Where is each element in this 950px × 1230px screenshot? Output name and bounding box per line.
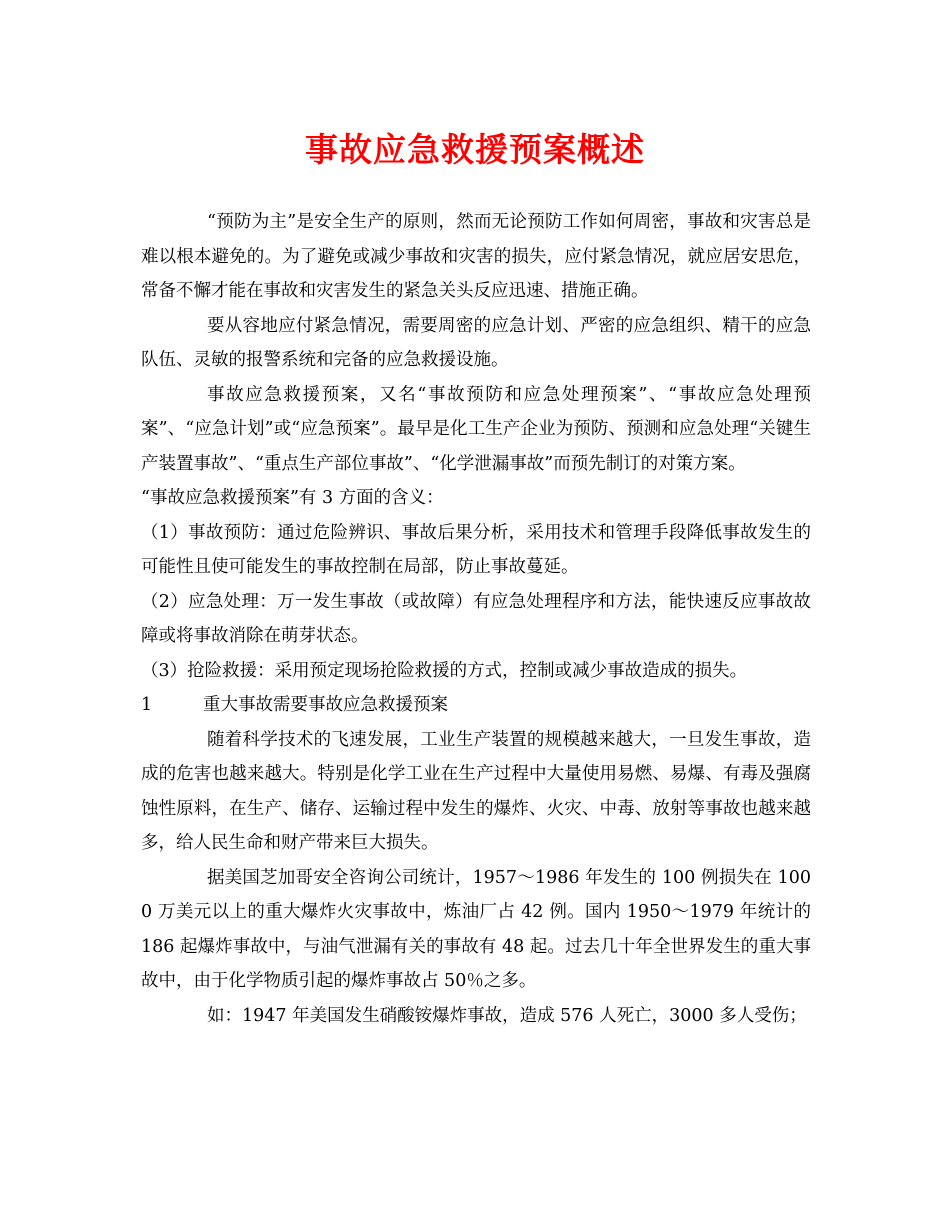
section-heading: [141, 688, 811, 723]
section-heading-text: 重大事故需要事故应急救援预案: [203, 695, 448, 715]
paragraph-prevention-principle: “预防为主”是安全生产的原则，然而无论预防工作如何周密，事故和灾害总是难以根本避免的。为了避免或减少事故和灾害的损失，应付紧急情况，就应居安思危，常备不懈才能在事故和灾害发生的紧急关头反应迅速、措施正确。: [141, 212, 811, 301]
paragraph-statistics: 据美国芝加哥安全咨询公司统计，1957～1986 年发生的 100 例损失在 1000 万美元以上的重大爆炸火灾事故中，炼油厂占 42 例。国内 1950～1979 年统计的 186 起爆炸事故中，与油气泄漏有关的事故有 48 起。过去几十年全世界发生的重大事故中，由于化学物质引起的爆炸事故占 50％之多。: [141, 867, 811, 991]
paragraph-tech-development: 随着科学技术的飞速发展，工业生产装置的规模越来越大，一旦发生事故，造成的危害也越来越大。特别是化学工业在生产过程中大量使用易燃、易爆、有毒及强腐蚀性原料，在生产、储存、运输过程中发生的爆炸、火灾、中毒、放射等事故也越来越多，给人民生命和财产带来巨大损失。: [141, 729, 811, 853]
section-number: 1: [141, 695, 153, 715]
list-item-rescue: （3）抢险救援：采用预定现场抢险救援的方式，控制或减少事故造成的损失。: [141, 660, 748, 681]
paragraph-plan-definition: 事故应急救援预案，又名“事故预防和应急处理预案”、“事故应急处理预案”、“应急计划”或“应急预案”。最早是化工生产企业为预防、预测和应急处理“关键生产装置事故”、“重点生产部位事故”、“化学泄漏事故”而预先制订的对策方案。: [141, 384, 811, 474]
list-item-handling: （2）应急处理：万一发生事故（或故障）有应急处理程序和方法，能快速反应事故故障或将事故消除在萌芽状态。: [141, 591, 811, 646]
document-title: 事故应急救援预案概述: [305, 130, 645, 169]
document-body: [141, 205, 811, 1033]
paragraph-example: 如：1947 年美国发生硝酸铵爆炸事故，造成 576 人死亡，3000 多人受伤；: [207, 1005, 807, 1026]
paragraph-emergency-needs: 要从容地应付紧急情况，需要周密的应急计划、严密的应急组织、精干的应急队伍、灵敏的报警系统和完备的应急救援设施。: [141, 315, 811, 370]
list-item-prevention: （1）事故预防：通过危险辨识、事故后果分析，采用技术和管理手段降低事故发生的可能性且使可能发生的事故控制在局部，防止事故蔓延。: [141, 522, 811, 577]
paragraph-three-meanings: “事故应急救援预案”有 3 方面的含义：: [141, 488, 444, 508]
